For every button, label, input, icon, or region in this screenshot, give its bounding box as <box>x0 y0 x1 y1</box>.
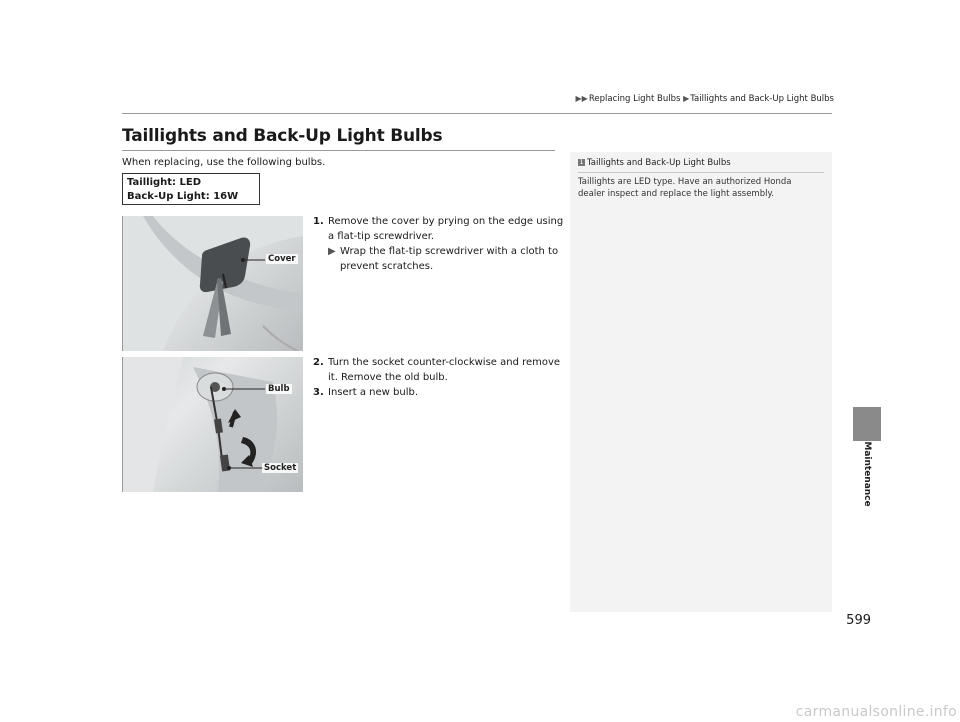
bulb-callout: Bulb <box>268 384 290 394</box>
spec-line: Taillight: LED <box>127 177 202 188</box>
breadcrumb-item: Replacing Light Bulbs <box>588 94 681 104</box>
step-tip: Wrap the flat-tip screwdriver with a cloth to prevent scratches. <box>340 246 559 272</box>
step-number: 1. <box>313 216 324 227</box>
section-tab-label: Maintenance <box>862 441 872 507</box>
cover-callout: Cover <box>268 254 296 264</box>
side-note-panel <box>570 152 832 612</box>
step-number: 3. <box>313 387 324 398</box>
note-title-text: Taillights and Back-Up Light Bulbs <box>587 158 731 168</box>
double-triangle-icon: ▶▶ <box>575 94 588 103</box>
watermark: carmanualsonline.info <box>795 704 957 720</box>
bulb-spec-box <box>122 173 260 205</box>
page-title: Taillights and Back-Up Light Bulbs <box>122 126 443 146</box>
header-divider <box>122 113 832 114</box>
intro-text: When replacing, use the following bulbs. <box>122 157 326 168</box>
step-text: Remove the cover by prying on the edge using a flat-tip screwdriver. <box>328 216 564 242</box>
note-reference-icon: 1 <box>579 159 584 166</box>
section-tab <box>853 407 881 441</box>
spec-line: Back-Up Light: 16W <box>127 191 239 202</box>
note-divider <box>578 172 824 173</box>
note-text: Taillights are LED type. Have an authorized Honda dealer inspect and replace the light assembly. <box>578 177 792 199</box>
note-title <box>578 158 731 168</box>
socket-removal-photo <box>122 357 303 492</box>
cover-removal-photo <box>122 216 303 351</box>
step-number: 2. <box>313 357 324 368</box>
breadcrumb-item: Taillights and Back-Up Light Bulbs <box>690 94 834 104</box>
step-text: Turn the socket counter-clockwise and remove it. Remove the old bulb. <box>328 357 561 383</box>
step-1 <box>313 214 568 274</box>
step-text: Insert a new bulb. <box>328 387 419 398</box>
page-number: 599 <box>846 613 871 628</box>
cover-removal-illustration <box>123 216 303 351</box>
socket-callout: Socket <box>264 463 297 473</box>
triangle-icon: ▶ <box>683 94 690 103</box>
steps-2-3 <box>313 355 568 400</box>
title-divider <box>122 150 555 151</box>
arrow-right-icon: ▶ <box>328 246 336 257</box>
breadcrumb <box>576 94 834 104</box>
